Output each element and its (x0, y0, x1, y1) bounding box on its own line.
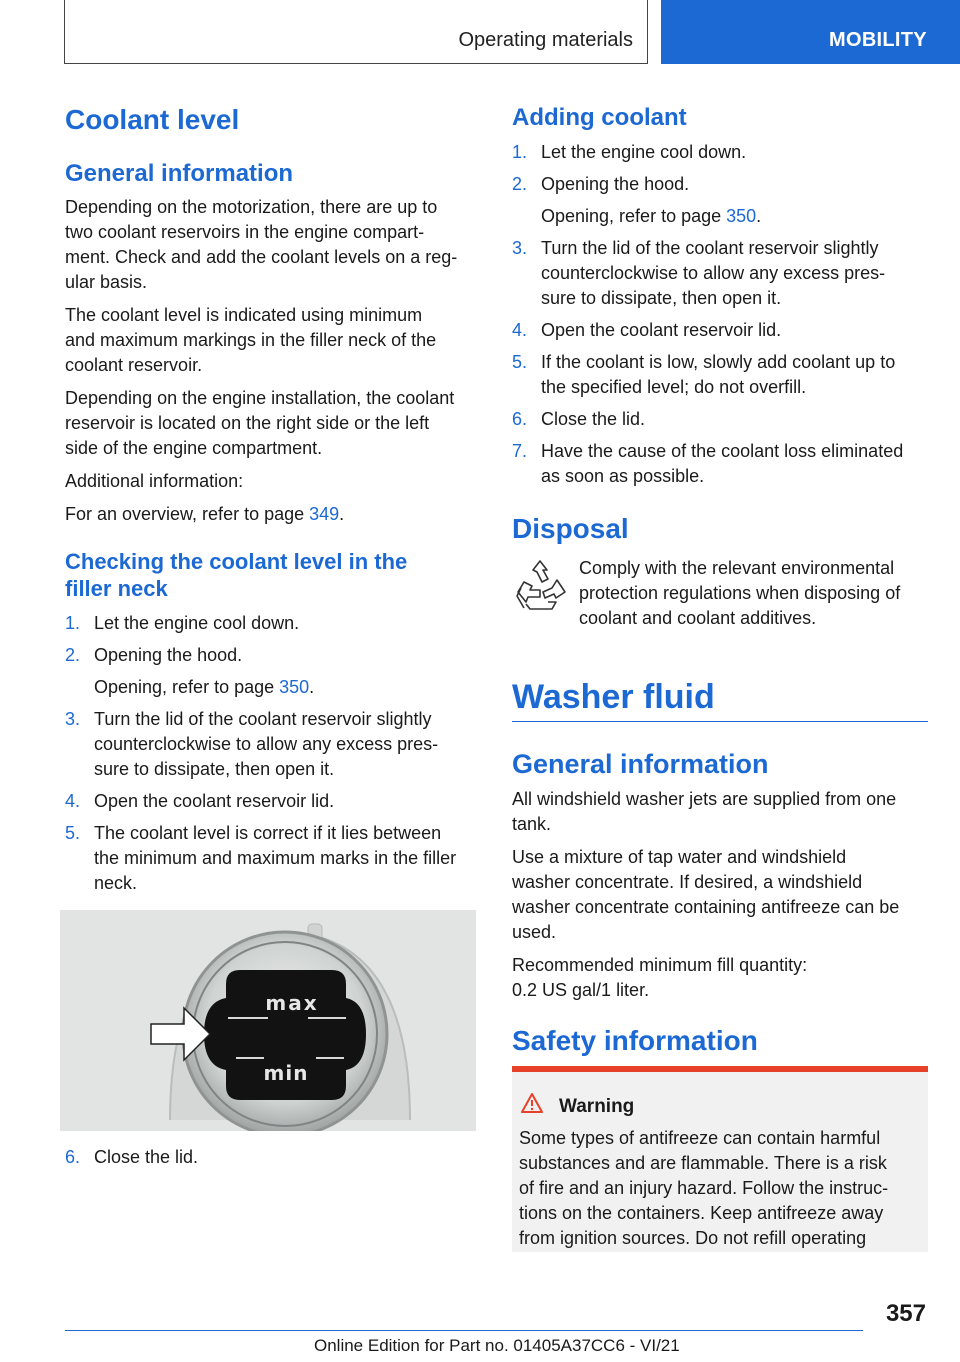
footer-divider (65, 1330, 863, 1331)
safety-information-heading: Safety information (512, 1025, 758, 1056)
paragraph: Depending on the motorization, there are up to two coolant reservoirs in the engine compart- ment. Check and add the coolant levels on a reg- ular basis. (65, 197, 458, 292)
header-chapter-tab (661, 0, 960, 64)
page-link-350[interactable]: 350 (279, 677, 310, 697)
filler-neck-illustration (60, 910, 476, 1131)
header-chapter-title: MOBILITY (829, 29, 927, 51)
paragraph: Use a mixture of tap water and windshield washer concentrate. If desired, a windshield washer concentrate containing antifreeze can be used. (512, 847, 900, 942)
washer-general-heading: General information (512, 749, 769, 779)
coolant-filler-neck-photo (60, 910, 476, 1131)
max-mark-label: max (265, 991, 319, 1015)
paragraph: The coolant level is indicated using minimum and maximum markings in the filler neck of the coolant reservoir. (65, 305, 437, 375)
page-link-349[interactable]: 349 (309, 504, 340, 524)
paragraph: All windshield washer jets are supplied from one tank. (512, 789, 897, 834)
warning-box (512, 1072, 928, 1252)
min-mark-label: min (263, 1061, 309, 1085)
warning-title: Warning (559, 1096, 635, 1117)
header-section-box (64, 0, 648, 64)
overview-reference: For an overview, refer to page 349. (65, 504, 345, 524)
general-information-heading: General information (65, 160, 294, 187)
paragraph: Depending on the engine installation, the coolant reservoir is located on the right side or the left side of the engine compartment. (65, 388, 455, 458)
coolant-level-title: Coolant level (65, 104, 240, 135)
washer-general-text (512, 787, 932, 1003)
disposal-text: Comply with the relevant environmental protection regulations when disposing of coolant and coolant additives. (579, 558, 901, 628)
adding-coolant-heading: Adding coolant (512, 104, 687, 131)
paragraph: Additional information: (65, 471, 244, 491)
checking-coolant-heading: Checking the coolant level in the filler neck (65, 549, 408, 601)
warning-triangle-icon (520, 1092, 544, 1114)
header-section-title: Operating materials (458, 29, 633, 51)
washer-fluid-heading: Washer fluid (512, 678, 715, 716)
warning-text: Some types of antifreeze can contain harmful substances and are flammable. There is a risk of fire and an injury hazard. Follow the instruc- tions on the containers. Keep antifreeze away from ignition sources. Do not refill operating (519, 1128, 889, 1248)
footer-edition: Online Edition for Part no. 01405A37CC6 - VI/21 (314, 1336, 680, 1355)
paragraph: Recommended minimum fill quantity: 0.2 US gal/1 liter. (512, 955, 808, 1000)
recycling-icon (512, 558, 568, 614)
section-divider (512, 721, 928, 722)
page-number: 357 (885, 1300, 926, 1327)
general-information-text (65, 195, 485, 527)
page-link-350[interactable]: 350 (726, 206, 757, 226)
disposal-heading: Disposal (512, 513, 629, 544)
